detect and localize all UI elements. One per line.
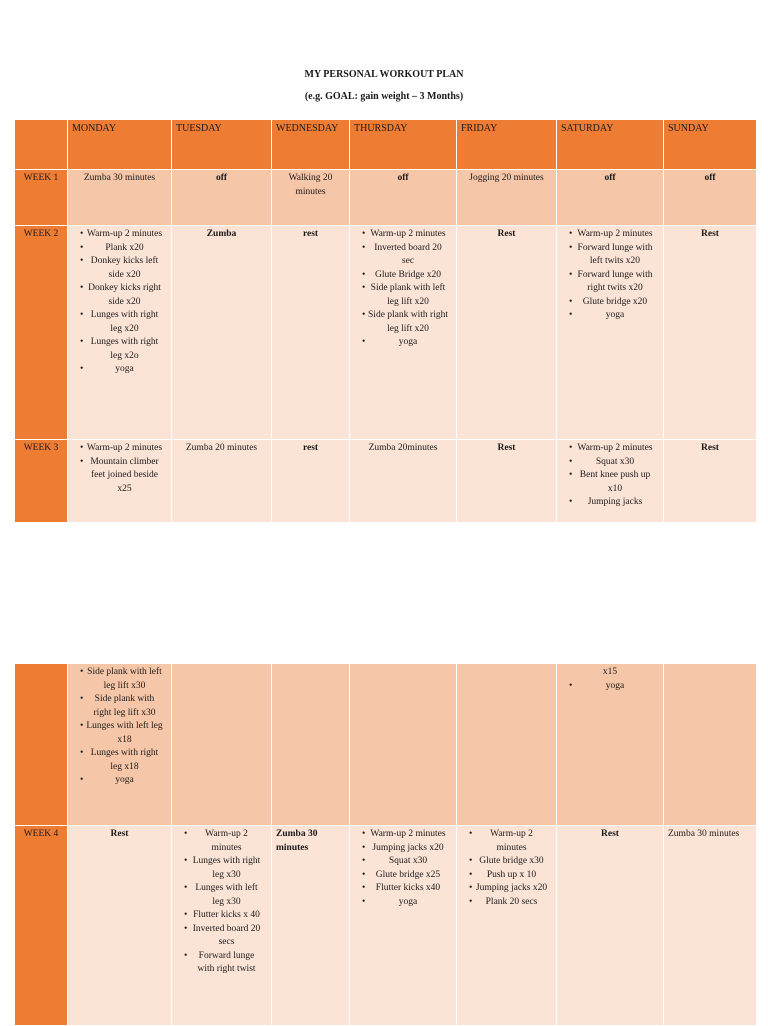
page-subtitle: (e.g. GOAL: gain weight – 3 Months) xyxy=(304,91,464,102)
exercise-item: • Side plank with right leg lift x20 xyxy=(354,309,452,336)
day-cell xyxy=(172,826,272,1026)
exercise-item: • Warm-up 2 minutes xyxy=(72,228,167,242)
week-label xyxy=(15,664,68,826)
exercise-item: • yoga xyxy=(561,680,659,694)
day-cell xyxy=(557,664,664,826)
exercise-list xyxy=(72,442,167,496)
exercise-item: • Donkey kicks right side x20 xyxy=(72,282,167,309)
week-label: WEEK 2 xyxy=(15,226,68,440)
exercise-list xyxy=(561,442,659,510)
day-cell xyxy=(557,440,664,523)
exercise-item: • Plank x20 xyxy=(72,242,167,256)
exercise-list xyxy=(354,828,452,909)
exercise-item: • Glute bridge x25 xyxy=(354,869,452,883)
exercise-item: • Warm-up 2 minutes xyxy=(354,228,452,242)
day-cell: off xyxy=(350,170,457,226)
exercise-item: • Side plank with left leg lift x30 xyxy=(72,666,167,693)
exercise-list xyxy=(354,228,452,350)
day-cell: Zumba 30 minutes xyxy=(664,826,757,1026)
exercise-item: • Inverted board 20 sec xyxy=(354,242,452,269)
day-cell xyxy=(557,226,664,440)
exercise-list xyxy=(176,828,267,977)
exercise-item: • Glute Bridge x20 xyxy=(354,269,452,283)
week-label: WEEK 4 xyxy=(15,826,68,1026)
exercise-item: • Warm-up 2 minutes xyxy=(461,828,552,855)
day-cell xyxy=(457,826,557,1026)
day-cell: rest xyxy=(272,440,350,523)
exercise-item: • Mountain climber feet joined beside x25 xyxy=(72,456,167,497)
day-cell: Zumba 20minutes xyxy=(350,440,457,523)
day-cell: Rest xyxy=(68,826,172,1026)
workout-table-page-1 xyxy=(14,119,757,523)
day-cell xyxy=(68,440,172,523)
page-title: MY PERSONAL WORKOUT PLAN xyxy=(304,69,464,80)
week-row xyxy=(15,440,757,523)
day-cell: Zumba 30 minutes xyxy=(272,826,350,1026)
exercise-item: • yoga xyxy=(354,896,452,910)
exercise-item: • Forward lunge with right twist xyxy=(176,950,267,977)
exercise-item: • Warm-up 2 minutes xyxy=(72,442,167,456)
day-cell xyxy=(68,226,172,440)
exercise-item: • Lunges with right leg x20 xyxy=(72,309,167,336)
continued-text: x15 xyxy=(602,667,618,677)
exercise-item: • yoga xyxy=(72,363,167,377)
header-day: TUESDAY xyxy=(172,120,272,170)
exercise-item: • Squat x30 xyxy=(354,855,452,869)
exercise-item: • Jumping jacks x20 xyxy=(354,842,452,856)
day-cell xyxy=(172,664,272,826)
exercise-item: • Warm-up 2 minutes xyxy=(354,828,452,842)
exercise-item: • Glute bridge x20 xyxy=(561,296,659,310)
exercise-item: • Warm-up 2 minutes xyxy=(176,828,267,855)
exercise-item: • yoga xyxy=(354,336,452,350)
day-cell: off xyxy=(664,170,757,226)
day-cell: Walking 20 minutes xyxy=(272,170,350,226)
day-cell: off xyxy=(172,170,272,226)
day-cell: Rest xyxy=(457,226,557,440)
exercise-item: • Donkey kicks left side x20 xyxy=(72,255,167,282)
workout-table-page-2 xyxy=(14,663,757,1026)
exercise-item: • Forward lunge with right twits x20 xyxy=(561,269,659,296)
exercise-item: • Lunges with left leg x30 xyxy=(176,882,267,909)
exercise-item: • Jumping jacks xyxy=(561,496,659,510)
day-cell xyxy=(664,664,757,826)
exercise-item: • Warm-up 2 minutes xyxy=(561,442,659,456)
exercise-item: • Inverted board 20 secs xyxy=(176,923,267,950)
header-corner xyxy=(15,120,68,170)
week-label: WEEK 1 xyxy=(15,170,68,226)
day-cell: Zumba xyxy=(172,226,272,440)
day-cell: Rest xyxy=(664,440,757,523)
exercise-item: • Plank 20 secs xyxy=(461,896,552,910)
week-row xyxy=(15,226,757,440)
exercise-list xyxy=(72,666,167,788)
day-cell: rest xyxy=(272,226,350,440)
day-cell: off xyxy=(557,170,664,226)
day-cell xyxy=(350,226,457,440)
exercise-list xyxy=(561,680,659,694)
day-cell xyxy=(272,664,350,826)
exercise-item: • Side plank with left leg lift x20 xyxy=(354,282,452,309)
exercise-list xyxy=(561,228,659,323)
week-row-continued xyxy=(15,664,757,826)
exercise-item: • Squat x30 xyxy=(561,456,659,470)
header-day: SUNDAY xyxy=(664,120,757,170)
day-cell: Rest xyxy=(457,440,557,523)
week-row xyxy=(15,170,757,226)
header-row xyxy=(15,120,757,170)
exercise-item: • Bent knee push up x10 xyxy=(561,469,659,496)
exercise-item: • yoga xyxy=(561,309,659,323)
exercise-item: • Lunges with right leg x2o xyxy=(72,336,167,363)
week-row xyxy=(15,826,757,1026)
exercise-item: • Lunges with right leg x30 xyxy=(176,855,267,882)
header-day: WEDNESDAY xyxy=(272,120,350,170)
exercise-item: • Glute bridge x30 xyxy=(461,855,552,869)
exercise-list xyxy=(72,228,167,377)
day-cell: Rest xyxy=(557,826,664,1026)
week-label: WEEK 3 xyxy=(15,440,68,523)
day-cell xyxy=(457,664,557,826)
exercise-item: • Side plank with right leg lift x30 xyxy=(72,693,167,720)
day-cell xyxy=(68,664,172,826)
day-cell: Rest xyxy=(664,226,757,440)
header-day: SATURDAY xyxy=(557,120,664,170)
day-cell xyxy=(350,664,457,826)
exercise-item: • Lunges with left leg x18 xyxy=(72,720,167,747)
exercise-item: • Push up x 10 xyxy=(461,869,552,883)
exercise-item: • Warm-up 2 minutes xyxy=(561,228,659,242)
exercise-item: • Lunges with right leg x18 xyxy=(72,747,167,774)
header-day: THURSDAY xyxy=(350,120,457,170)
header-day: MONDAY xyxy=(68,120,172,170)
day-cell: Zumba 30 minutes xyxy=(68,170,172,226)
exercise-item: • Flutter kicks x 40 xyxy=(176,909,267,923)
header-day: FRIDAY xyxy=(457,120,557,170)
exercise-list xyxy=(461,828,552,909)
exercise-item: • Forward lunge with left twits x20 xyxy=(561,242,659,269)
day-cell: Zumba 20 minutes xyxy=(172,440,272,523)
day-cell: Jogging 20 minutes xyxy=(457,170,557,226)
exercise-item: • yoga xyxy=(72,774,167,788)
exercise-item: • Jumping jacks x20 xyxy=(461,882,552,896)
exercise-item: • Flutter kicks x40 xyxy=(354,882,452,896)
day-cell xyxy=(350,826,457,1026)
